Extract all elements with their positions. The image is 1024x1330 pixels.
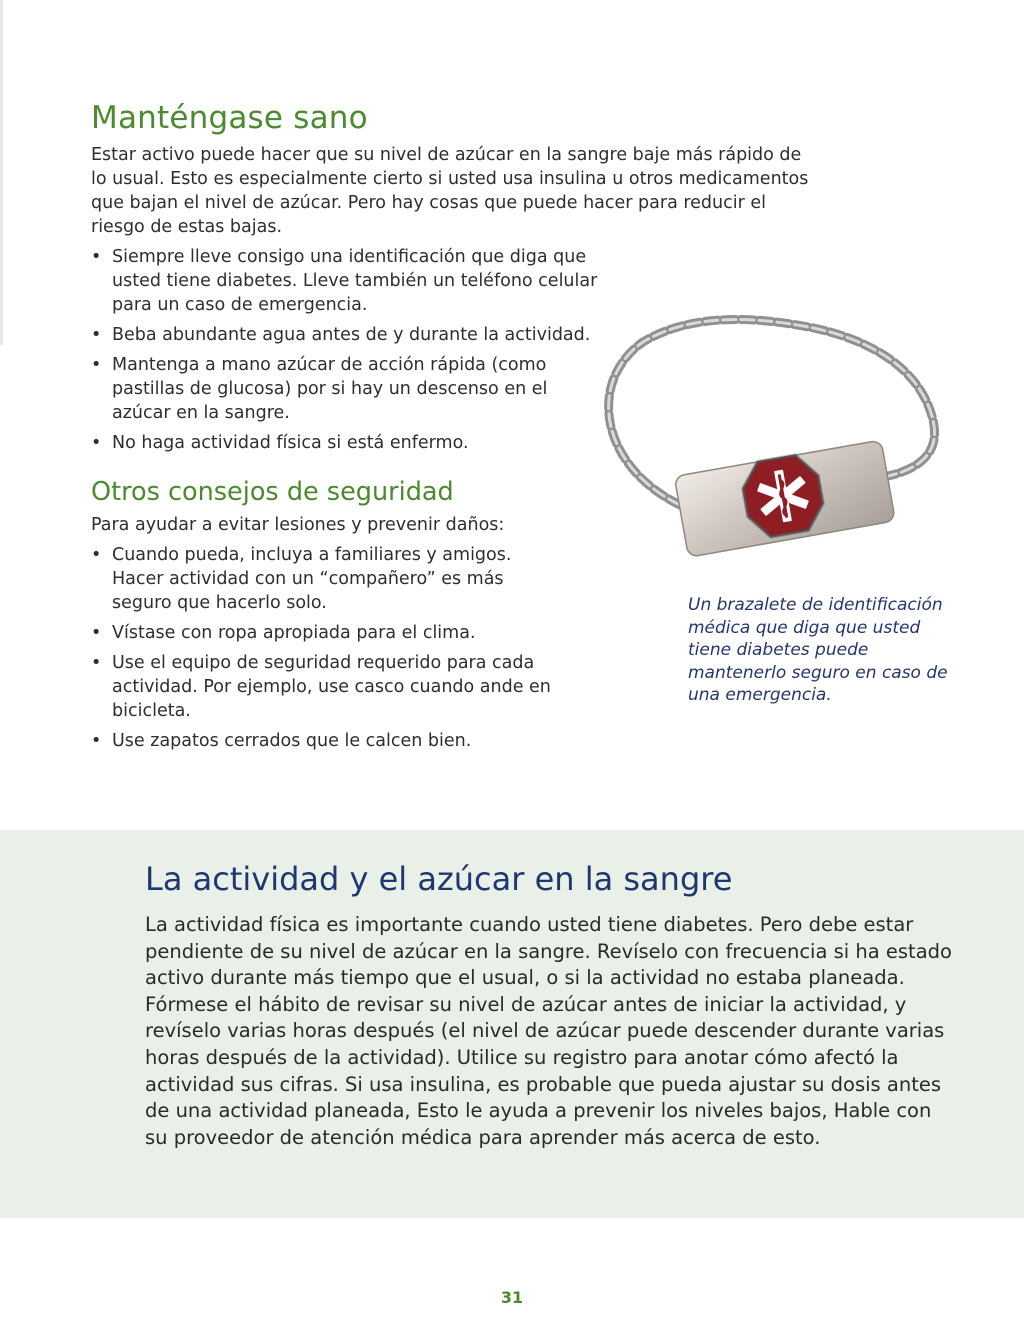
bullet-icon: • [91,545,102,565]
bullet-icon: • [91,247,102,267]
callout-body: La actividad física es importante cuando usted tiene diabetes. Pero debe estar pendiente de su nivel de azúcar en la sangre. Revíselo con frecuencia si ha estado activo durante más tiempo que el usual, o si la actividad no estaba planeada. Fórmese el hábito de revisar su nivel de azúcar antes de iniciar la actividad, y revíselo varias horas después (el nivel de azúcar puede descender durante varias horas después de la actividad). Utilice su registro para anotar cómo afectó la actividad sus cifras. Si usa insulina, es probable que pueda ajustar su dosis antes de una actividad planeada, Esto le ayuda a prevenir los niveles bajos, Hable con su proveedor de atención médica para aprender más acerca de esto. [145,913,952,1149]
bullet-list-safety-tips [91,543,561,753]
bullet-icon: • [91,325,102,345]
list-item [91,353,611,425]
list-item-text: Beba abundante agua antes de y durante la actividad. [112,325,591,345]
list-item [91,621,561,645]
bullet-icon: • [91,653,102,673]
list-item-text: Mantenga a mano azúcar de acción rápida (como pastillas de glucosa) por si hay un descenso en el azúcar en la sangre. [112,355,548,423]
section-title-safety-tips: Otros consejos de seguridad [91,477,454,507]
callout-content [145,856,955,1151]
bullet-icon: • [91,623,102,643]
list-item-text: Cuando pueda, incluya a familiares y amigos. Hacer actividad con un “compañero” es más seguro que hacerlo solo. [112,545,512,613]
callout-box [0,830,1024,1218]
section-title-stay-healthy: Manténgase sano [91,100,368,136]
medical-id-bracelet-image [588,300,948,580]
list-item [91,323,611,347]
section-intro-stay-healthy: Estar activo puede hacer que su nivel de azúcar en la sangre baje más rápido de lo usual. Esto es especialmente cierto si usted usa insulina u otros medicamentos que bajan el nivel de azúcar. Pero hay cosas que puede hacer para reducir el riesgo de estas bajas. [91,145,809,237]
list-item [91,543,561,615]
callout-title: La actividad y el azúcar en la sangre [145,860,733,898]
bullet-icon: • [91,433,102,453]
list-item-text: Use zapatos cerrados que le calcen bien. [112,731,472,751]
page-number: 31 [500,1288,524,1307]
list-item-text: Vístase con ropa apropiada para el clima. [112,623,476,643]
list-item [91,245,611,317]
bullet-icon: • [91,355,102,375]
list-item [91,431,611,455]
section-intro-safety-tips: Para ayudar a evitar lesiones y prevenir daños: [91,515,505,535]
page-edge-line [0,0,3,345]
figure-caption [688,594,948,707]
list-item-text: Use el equipo de seguridad requerido para cada actividad. Por ejemplo, use casco cuando ande en bicicleta. [112,653,551,721]
list-item [91,651,561,723]
bullet-icon: • [91,731,102,751]
list-item [91,729,561,753]
list-item-text: No haga actividad física si está enfermo. [112,433,469,453]
bullet-list-stay-healthy [91,245,611,455]
caption-text: Un brazalete de identificación médica que diga que usted tiene diabetes puede mantenerlo seguro en caso de una emergencia. [688,595,948,705]
list-item-text: Siempre lleve consigo una identificación que diga que usted tiene diabetes. Lleve también un teléfono celular para un caso de emergencia. [112,247,598,315]
